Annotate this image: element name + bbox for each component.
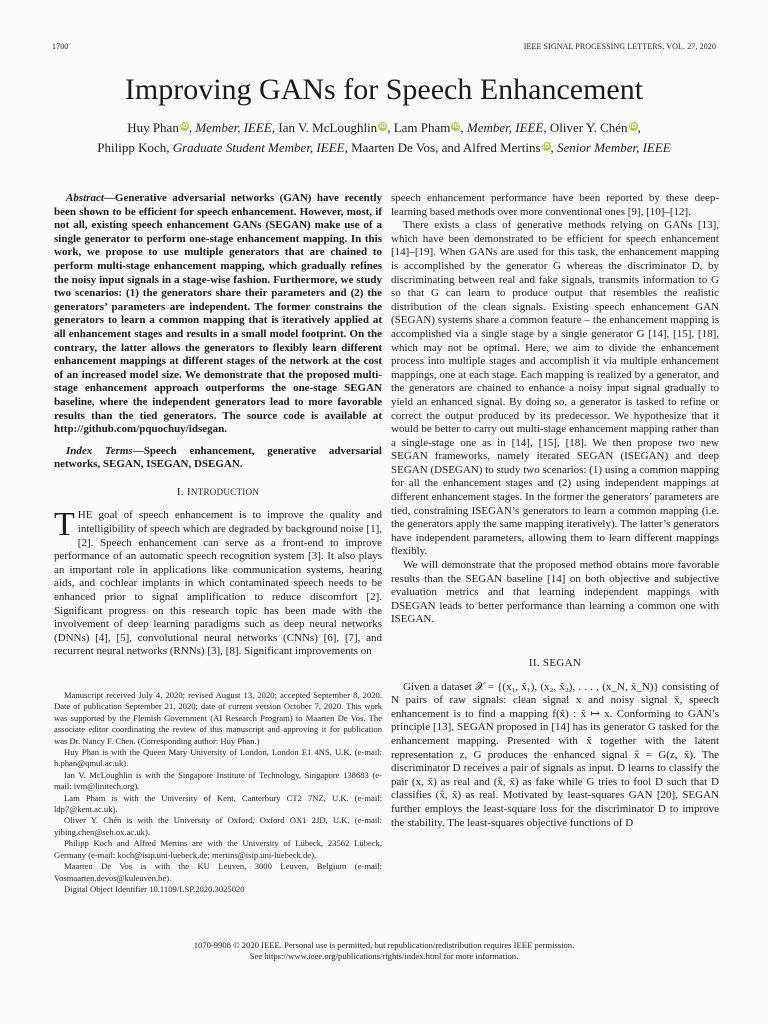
segan-paragraph-1: Given a dataset 𝒳 = {(x₁, x̃₁), (x₂, x̃₂), . . . , (x_N, x̃_N)} consisting of N pairs of raw signals: clean signal x and noisy signal x̃, speech enhancement is to find a mapping f(x̃) : x̃ ↦ x. Conforming to GAN’s principle [13], SEGAN proposed in [14] has its generator G tasked for the enhancement mapping. Presented with x̃ together with the latent representation z, G produces the enhanced signal x̂ = G(z, x̃). The discriminator D receives a pair of signals as input. D learns to classify the pair (x, x̃) as real and (x̂, x̃) as fake while G tries to fool D such that D classifies (x̂, x̃) as real. Motivated by least-squares GAN [20], SEGAN further employs the least-square loss for the discriminator D to improve the stability. The least-squares objective functions of D <box>391 680 719 829</box>
right-column <box>391 192 719 830</box>
section-number: I. <box>176 485 187 498</box>
author-affil: , Member, IEEE, <box>460 120 547 135</box>
author-affil: , Member, IEEE, <box>188 120 276 135</box>
intro-text: HE goal of speech enhancement is to improve the quality and intelligibility of speech which are degraded by background noise [1], [2]. Speech enhancement can serve as a front-end to improve performance of an automatic speech recognition system [3]. It also plays an important role in applications like communication systems, hearing aids, and cochlear implants in which contaminated speech needs to be enhanced prior to signal amplification to reduce discomfort [2]. Significant progress on this research topic has been made with the involvement of deep learning paradigms such as deep neural networks (DNNs) [4], [5], convolutional neural networks (CNNs) [6], [7], and recurrent neural networks (RNNs) [3], [8]. Significant improvements on <box>54 509 382 658</box>
author-separator: , <box>637 120 641 135</box>
abstract <box>54 192 382 437</box>
author-list <box>40 118 728 158</box>
intro-paragraph-2: There exists a class of generative methods relying on GANs [13], which have been demonstrated to be efficient for speech enhancement [14]–[19]. When GANs are used for this task, the enhancement mapping is accomplished by the generator G whereas the discriminator D, by discriminating between real and fake signals, transmits information to G so that G can learn to produce output that resembles the realistic distribution of the clean signals. Existing speech enhancement GAN (SEGAN) systems share a common feature – the enhancement mapping is accomplished via a single stage by a single generator G [14], [15], [18], which may not be optimal. Here, we aim to divide the enhancement process into multiple stages and accomplish it via multiple enhancement mappings, one at each stage. Each mapping is realized by a generator, and the generators are chained to enhance a noisy input signal gradually to yield an enhanced signal. By doing so, a generator is tasked to refine or correct the output produced by its predecessor. We hypothesize that it would be better to carry out multi-stage enhancement mapping rather than a single-stage one as in [14], [15], [18]. We then propose two new SEGAN frameworks, namely iterated SEGAN (ISEGAN) and deep SEGAN (DSEGAN) to study two scenarios: (1) using a common mapping for all the enhancement stages and (2) using independent mappings at different enhancement stages. In the former the generators’ parameters are tied, constraining ISEGAN’s generators to learn a common mapping (i.e. the generators apply the same mapping iteratively). The latter’s generators have independent parameters, allowing them to learn different mappings flexibly. <box>391 219 719 558</box>
abstract-text: —Generative adversarial networks (GAN) have recently been shown to be efficient for speech enhancement. However, most, if not all, existing speech enhancement GANs (SEGAN) make use of a single generator to perform one-stage enhancement mapping. In this work, we propose to use multiple generators that are chained to perform multi-stage enhancement mapping, which gradually refines the noisy input signals in a stage-wise fashion. Furthermore, we study two scenarios: (1) the generators share their parameters and (2) the generators’ parameters are independent. The former constrains the generators to learn a common mapping that is iteratively applied at all enhancement stages and results in a small model footprint. On the contrary, the latter allows the generators to flexibly learn different enhancement mappings at different stages of the network at the cost of an increased model size. We demonstrate that the proposed multi-stage enhancement approach outperforms the one-stage SEGAN baseline, where the independent generators lead to more favorable results than the tied generators. The source code is available at http://github.com/pquochuy/idsegan. <box>54 192 382 436</box>
index-terms-label: Index Terms <box>66 444 133 457</box>
orcid-icon[interactable]: iD <box>180 123 188 130</box>
footnote: Lam Pham is with the University of Kent, Canterbury CT2 7NZ, U.K. (e-mail: ldp7@kent.ac.uk). <box>54 792 382 815</box>
journal-header: IEEE SIGNAL PROCESSING LETTERS, VOL. 27, 2020 <box>523 42 716 51</box>
paper-title: Improving GANs for Speech Enhancement <box>124 73 644 106</box>
author-line-2 <box>40 138 728 158</box>
index-terms-text: —Speech enhancement, generative adversarial networks, SEGAN, ISEGAN, DSEGAN. <box>54 444 382 471</box>
abstract-label: Abstract <box>66 192 104 204</box>
author-affil: Graduate Student Member, IEEE, <box>169 140 348 155</box>
author-name: Oliver Y. Chén <box>546 120 628 135</box>
rights-link[interactable]: See https://www.ieee.org/publications/rights/index.html for more information. <box>249 951 519 961</box>
footnote: Philipp Koch and Alfred Mertins are with the University of Lübeck, 23562 Lübeck, Germany (e-mail: koch@isip.uni-luebeck.de; mertins@isip.uni-luebeck.de). <box>54 838 382 860</box>
section-heading-introduction <box>54 486 382 500</box>
intro-paragraph-1-cont: speech enhancement performance have been reported by these deep-learning based methods over more conventional ones [9], [10]–[12]. <box>391 192 719 218</box>
author-line-1 <box>40 118 728 138</box>
left-column <box>54 192 382 659</box>
section-heading-rest: NTRODUCTION <box>190 486 260 497</box>
section-heading-segan: II. SEGAN <box>528 657 582 669</box>
author-name: Huy Phan <box>127 120 179 135</box>
footnote: Ian V. McLoughlin is with the Singapore Institute of Technology, Singapore 138683 (e-mail: ivm@linitech.org). <box>54 769 382 792</box>
orcid-icon[interactable]: iD <box>542 143 550 150</box>
author-name: Maarten De Vos, and Alfred Mertins <box>347 140 541 155</box>
copyright-footer <box>0 940 768 962</box>
drop-cap: T <box>54 506 75 544</box>
orcid-icon[interactable]: iD <box>629 123 637 130</box>
author-name: Ian V. McLoughlin <box>275 120 378 135</box>
copyright-line: 1070-9908 © 2020 IEEE. Personal use is permitted, but republication/redistribution requires IEEE permission. <box>193 940 575 950</box>
section-heading-first-letter: I <box>186 485 191 498</box>
intro-paragraph-1 <box>54 506 382 659</box>
footnote: Oliver Y. Chén is with the University of Oxford, Oxford OX1 2JD, U.K. (e-mail: yibing.chen@seh.ox.ac.uk). <box>54 815 382 837</box>
footnotes <box>54 690 382 895</box>
footnote: Huy Phan is with the Queen Mary University of London, London E1 4NS, U.K. (e-mail: h.phan@qmul.ac.uk). <box>54 747 382 769</box>
footnote: Manuscript received July 4, 2020; revised August 13, 2020; accepted September 8, 2020. Date of publication September 21, 2020; date of current version October 7, 2020. This work was supported by the Flemish Government (AI Research Program) to Maarten De Vos. The associate editor coordinating the review of this manuscript and approving it for publication was Dr. Nancy F. Chen. (Corresponding author: Huy Phan.) <box>54 690 382 746</box>
orcid-icon[interactable]: iD <box>379 123 387 130</box>
author-separator: , <box>387 120 391 135</box>
footnote: Maarten De Vos is with the KU Leuven, 3000 Leuven, Belgium (e-mail: Vosmaarten.devos@kuleuven.be). <box>54 861 382 883</box>
author-affil: , Senior Member, IEEE <box>550 140 671 155</box>
author-name: Philipp Koch, <box>97 140 170 155</box>
index-terms <box>54 445 382 472</box>
orcid-icon[interactable]: iD <box>452 123 460 130</box>
page-number: 1700 <box>52 42 69 51</box>
intro-paragraph-3: We will demonstrate that the proposed method obtains more favorable results than the SEGAN baseline [14] on both objective and subjective evaluation metrics and that learning independent mappings with DSEGAN leads to better performance than learning a common one with ISEGAN. <box>391 559 719 626</box>
author-name: Lam Pham <box>390 120 451 135</box>
footnote: Digital Object Identifier 10.1109/LSP.2020.3025020 <box>64 883 245 894</box>
